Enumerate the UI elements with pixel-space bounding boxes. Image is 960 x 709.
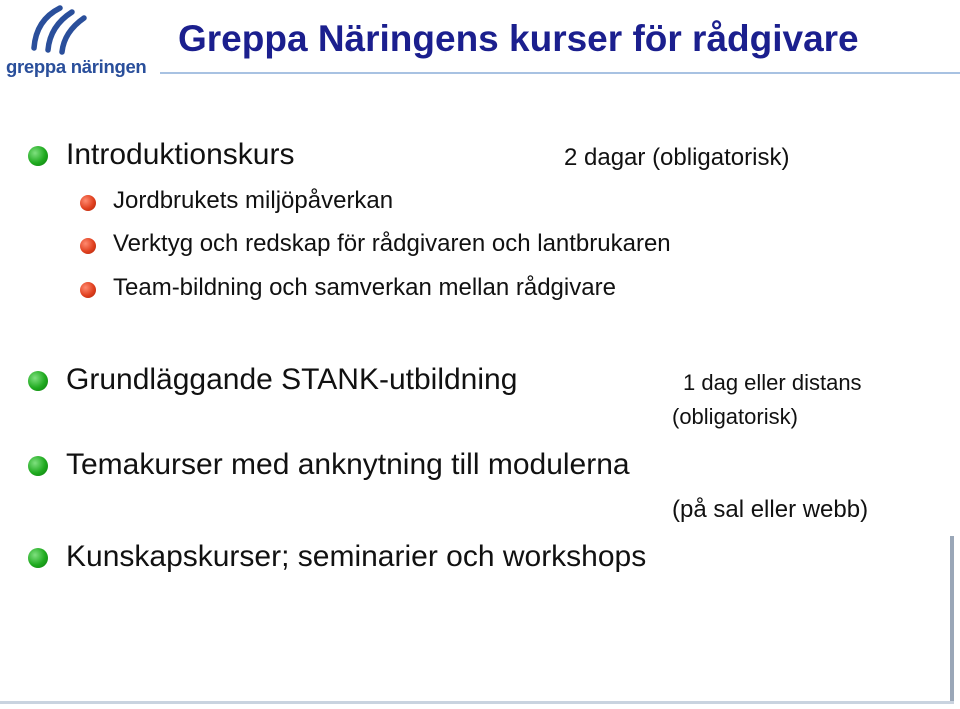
frame-edge [950,536,954,704]
greppa-logo [4,2,154,82]
green-dot-icon [28,456,48,476]
frame-edge [0,701,954,704]
list-item-temakurser: Temakurser med anknytning till modulerna [66,448,630,481]
list-item-kunskapskurser: Kunskapskurser; seminarier och workshops [66,540,647,573]
green-dot-icon [28,371,48,391]
item-note: (obligatorisk) [672,404,798,429]
item-note: (på sal eller webb) [672,496,869,523]
red-dot-icon [80,238,96,254]
greppa-wave-icon [26,2,96,58]
page-title: Greppa Näringens kurser för rådgivare [178,18,859,59]
sub-item: Verktyg och redskap för rådgivaren och lantbrukaren [113,230,671,257]
list-item-introduktionskurs: Introduktionskurs [66,138,295,171]
red-dot-icon [80,282,96,298]
sub-item: Team-bildning och samverkan mellan rådgivare [113,274,616,301]
green-dot-icon [28,146,48,166]
item-note: 1 dag eller distans [683,370,862,395]
sub-item: Jordbrukets miljöpåverkan [113,187,394,214]
logo-text: greppa näringen [6,56,147,77]
list-item-stank: Grundläggande STANK-utbildning [66,363,518,396]
green-dot-icon [28,548,48,568]
red-dot-icon [80,195,96,211]
title-divider [160,72,960,74]
item-note: 2 dagar (obligatorisk) [564,144,790,171]
